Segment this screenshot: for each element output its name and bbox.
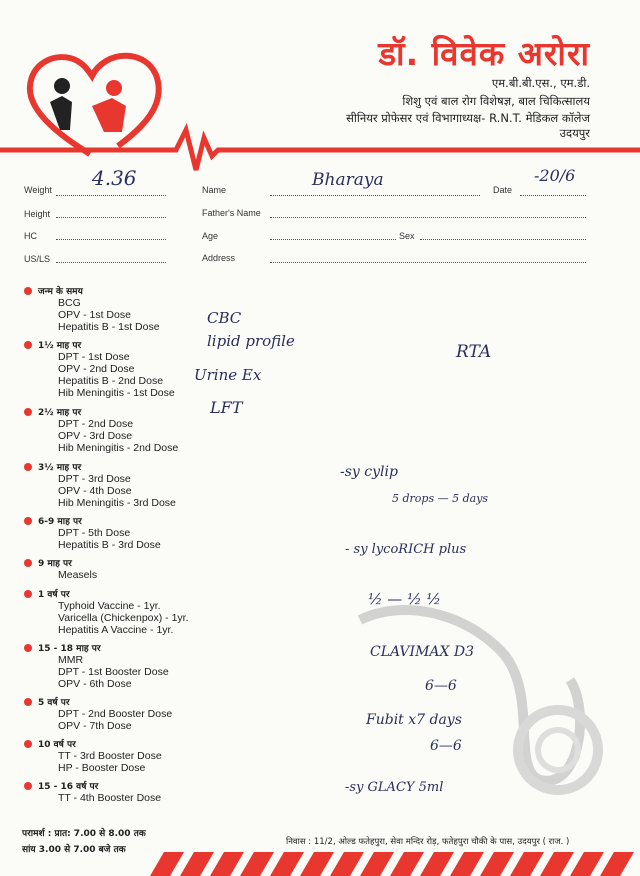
vaccine-section	[24, 284, 224, 333]
hw-date: -20/6	[534, 166, 576, 185]
vaccine-item: HP - Booster Dose	[58, 762, 146, 774]
vaccine-item: Hepatitis B - 2nd Dose	[58, 375, 164, 387]
address-line[interactable]	[270, 262, 586, 263]
vaccine-item: OPV - 7th Dose	[58, 720, 132, 732]
weight-line[interactable]	[56, 195, 166, 196]
section-title: 9 माह पर	[38, 559, 72, 569]
hw-test-urine: Urine Ex	[194, 366, 262, 384]
height-line[interactable]	[56, 217, 166, 218]
vaccine-item: TT - 3rd Booster Dose	[58, 750, 162, 762]
vaccine-section	[24, 460, 224, 509]
bullet-icon	[24, 408, 32, 416]
section-title: 6-9 माह पर	[38, 517, 82, 527]
hw-rx-4: ½ — ½ ½	[368, 590, 441, 608]
vaccine-item: Hib Meningitis - 2nd Dose	[58, 442, 179, 454]
hw-diagnosis: RTA	[456, 342, 492, 362]
vaccine-section	[24, 695, 224, 732]
vaccine-item: Hepatitis B - 1st Dose	[58, 321, 160, 333]
vaccine-item: OPV - 4th Dose	[58, 485, 132, 497]
vaccine-item: DPT - 1st Dose	[58, 351, 130, 363]
vaccine-section	[24, 737, 224, 774]
hw-weight: 4.36	[92, 166, 137, 190]
hw-rx-6: 6—6	[425, 678, 457, 694]
fathers-name-line[interactable]	[270, 217, 586, 218]
vaccine-item: OPV - 3rd Dose	[58, 430, 133, 442]
hw-test-lft: LFT	[210, 398, 243, 417]
section-title: 5 वर्ष पर	[38, 698, 70, 708]
consult-hours-1: परामर्श : प्रात: 7.00 से 8.00 तक	[22, 829, 146, 839]
position: सीनियर प्रोफेसर एवं विभागाध्यक्ष- R.N.T. मेडिकल कॉलेज	[346, 111, 590, 125]
hw-rx-5: CLAVIMAX D3	[370, 644, 475, 660]
section-title: 1½ माह पर	[38, 341, 82, 351]
vaccine-item: Hib Meningitis - 3rd Dose	[58, 497, 176, 509]
bullet-icon	[24, 740, 32, 748]
hw-test-lipid: lipid profile	[207, 332, 295, 350]
bullet-icon	[24, 341, 32, 349]
section-title: 1 वर्ष पर	[38, 590, 70, 600]
hw-rx-1: -sy cylip	[340, 464, 398, 480]
section-title: 15 - 18 माह पर	[38, 644, 101, 654]
age-label: Age	[202, 231, 219, 241]
hc-label: HC	[24, 231, 37, 241]
section-title: 15 - 16 वर्ष पर	[38, 782, 99, 792]
vaccine-item: BCG	[58, 297, 81, 309]
hw-rx-2: 5 drops — 5 days	[392, 492, 489, 505]
vaccine-section	[24, 779, 224, 804]
hw-rx-3: - sy lycoRICH plus	[345, 542, 467, 557]
name-line[interactable]	[270, 195, 480, 196]
bullet-icon	[24, 590, 32, 598]
section-title: 3½ माह पर	[38, 463, 82, 473]
fathers-name-label: Father's Name	[202, 208, 261, 218]
vaccine-section	[24, 338, 224, 399]
vaccine-item: DPT - 2nd Booster Dose	[58, 708, 173, 720]
hw-rx-7: Fubit x7 days	[366, 712, 462, 728]
sex-label: Sex	[399, 231, 415, 241]
vaccine-item: Varicella (Chickenpox) - 1yr.	[58, 612, 189, 624]
footer-stripes	[150, 852, 640, 876]
vaccine-item: DPT - 3rd Dose	[58, 473, 131, 485]
residence-address: निवास : 11/2, ओल्ड फतेहपुरा, सेवा मन्दिर रोड़, फतेहपुरा चौकी के पास, उदयपुर ( राज. )	[286, 837, 570, 847]
hw-rx-9: -sy GLACY 5ml	[345, 780, 444, 795]
consult-hours-2: सांय 3.00 से 7.00 बजे तक	[22, 845, 126, 855]
address-label: Address	[202, 253, 236, 263]
hw-test-cbc: CBC	[207, 309, 242, 327]
vaccine-section	[24, 556, 224, 581]
name-label: Name	[202, 185, 227, 195]
doctor-name: डॉ. विवेक अरोरा	[378, 34, 590, 73]
vaccine-item: Hepatitis B - 3rd Dose	[58, 539, 161, 551]
city: उदयपुर	[559, 126, 590, 140]
vaccine-section	[24, 405, 224, 454]
vaccine-item: Measels	[58, 569, 98, 581]
bullet-icon	[24, 782, 32, 790]
hc-line[interactable]	[56, 239, 166, 240]
vaccine-item: OPV - 6th Dose	[58, 678, 132, 690]
bullet-icon	[24, 559, 32, 567]
vaccine-item: DPT - 1st Booster Dose	[58, 666, 169, 678]
vaccine-item: DPT - 5th Dose	[58, 527, 131, 539]
vaccine-section	[24, 641, 224, 690]
bullet-icon	[24, 698, 32, 706]
vaccine-section	[24, 514, 224, 551]
stethoscope-watermark	[340, 590, 620, 830]
hw-name: Bharaya	[312, 170, 384, 190]
bullet-icon	[24, 517, 32, 525]
section-title: 2½ माह पर	[38, 408, 82, 418]
usls-label: US/LS	[24, 254, 51, 264]
vaccine-section	[24, 587, 224, 636]
date-line[interactable]	[520, 195, 586, 196]
hw-rx-8: 6—6	[430, 738, 462, 754]
vaccine-item: OPV - 2nd Dose	[58, 363, 135, 375]
age-line[interactable]	[270, 239, 396, 240]
vaccine-item: MMR	[58, 654, 84, 666]
bullet-icon	[24, 463, 32, 471]
vaccine-item: Hib Meningitis - 1st Dose	[58, 387, 175, 399]
vaccine-item: DPT - 2nd Dose	[58, 418, 134, 430]
section-title: 10 वर्ष पर	[38, 740, 76, 750]
vaccine-item: OPV - 1st Dose	[58, 309, 131, 321]
section-title: जन्म के समय	[38, 287, 83, 297]
vaccine-item: Hepatitis A Vaccine - 1yr.	[58, 624, 174, 636]
specialty: शिशु एवं बाल रोग विशेषज्ञ, बाल चिकित्सालय	[402, 94, 590, 108]
date-label: Date	[493, 185, 513, 195]
degrees: एम.बी.बी.एस., एम.डी.	[491, 76, 590, 90]
bullet-icon	[24, 287, 32, 295]
weight-label: Weight	[24, 185, 52, 195]
vaccine-item: TT - 4th Booster Dose	[58, 792, 162, 804]
height-label: Height	[24, 209, 51, 219]
sex-line[interactable]	[420, 239, 586, 240]
vaccine-item: Typhoid Vaccine - 1yr.	[58, 600, 161, 612]
bullet-icon	[24, 644, 32, 652]
usls-line[interactable]	[56, 262, 166, 263]
